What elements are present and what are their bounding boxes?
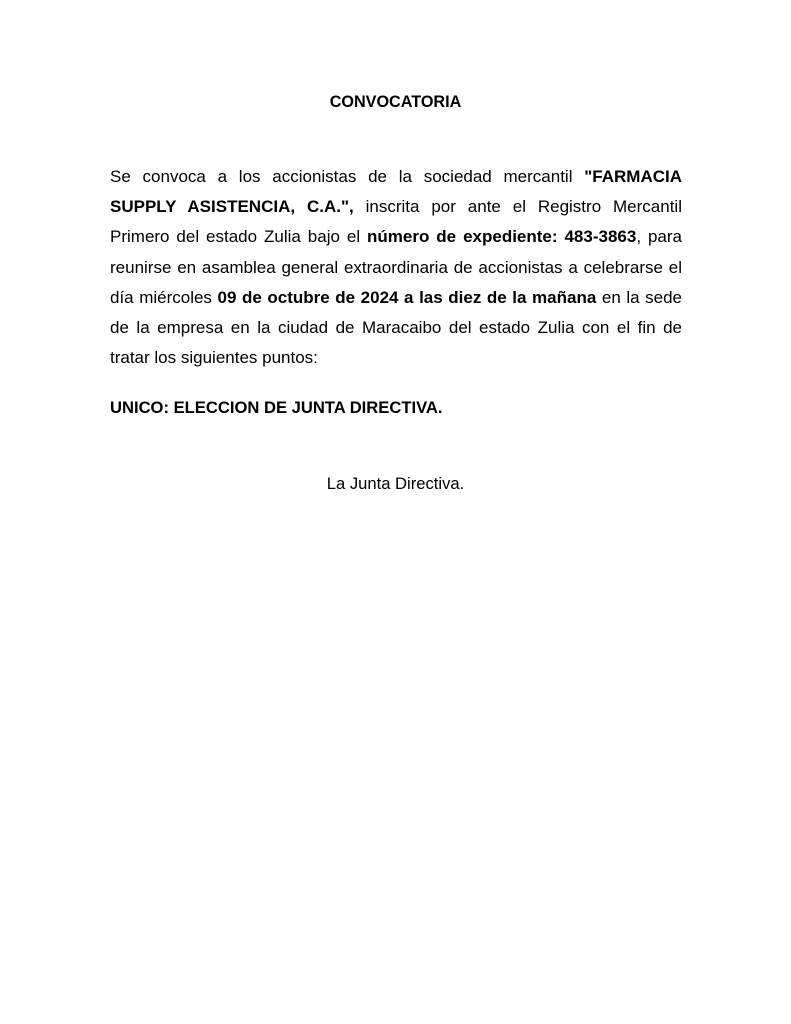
document-title: CONVOCATORIA [329, 93, 462, 111]
meeting-date-time: 09 de octubre de 2024 a las diez de la mañana [217, 287, 597, 307]
purpose-text: , para reunirse en asamblea general extraordinaria de accionistas a celebrarse el día miércoles [110, 227, 682, 307]
file-number: número de expediente: 483-3863 [367, 227, 637, 247]
convocation-paragraph [110, 162, 682, 373]
location-text: en la sede de la empresa en la ciudad de Maracaibo del estado Zulia con el fin de tratar los siguientes puntos: [110, 287, 682, 368]
company-name: "FARMACIA SUPPLY ASISTENCIA, C.A.", [110, 167, 682, 217]
agenda-item: UNICO: ELECCION DE JUNTA DIRECTIVA. [110, 398, 443, 417]
registry-text: inscrita por ante el Registro Mercantil Primero del estado Zulia bajo el [110, 197, 682, 247]
intro-text: Se convoca a los accionistas de la sociedad mercantil [110, 167, 585, 186]
signature: La Junta Directiva. [326, 474, 465, 493]
